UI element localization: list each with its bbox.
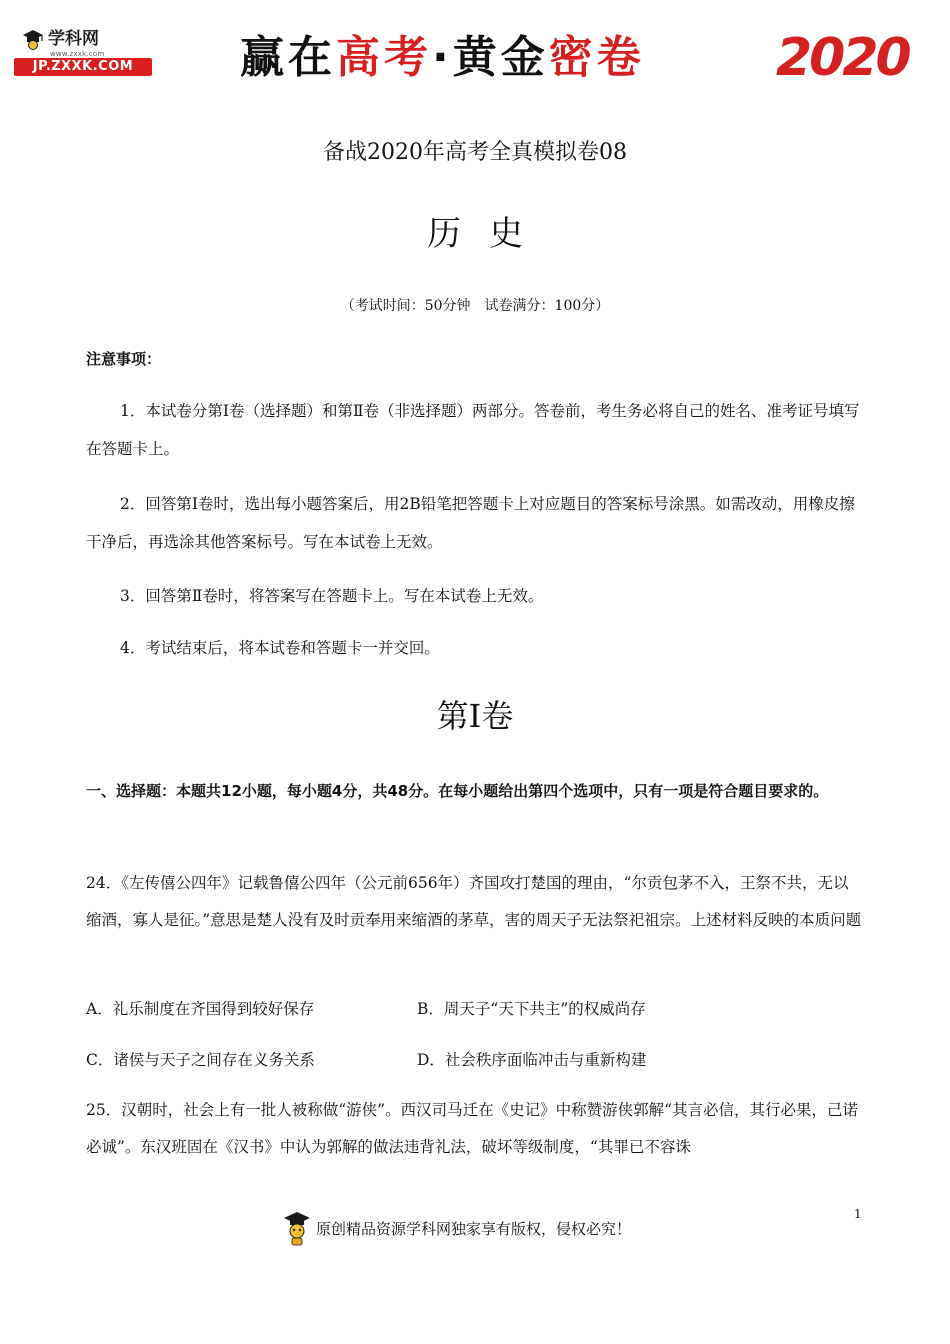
banner-part-1: 赢在: [240, 32, 336, 83]
mascot-icon: [282, 1209, 312, 1247]
footer-copyright: [282, 1208, 631, 1248]
option-d[interactable]: D．社会秩序面临冲击与重新构建: [417, 1051, 647, 1069]
logo-url: JP.ZXXK.COM: [14, 58, 152, 76]
banner-part-4: 密卷: [548, 32, 645, 83]
option-a[interactable]: A．礼乐制度在齐国得到较好保存: [86, 1000, 315, 1018]
note-item-3: 3．回答第Ⅱ卷时，将答案写在答题卡上。写在本试卷上无效。: [120, 587, 544, 605]
note-item-4: 4．考试结束后，将本试卷和答题卡一并交回。: [120, 639, 440, 657]
option-c[interactable]: C．诸侯与天子之间存在义务关系: [86, 1051, 315, 1069]
notes-heading: 注意事项：: [86, 350, 162, 368]
subject-title: 历史: [427, 214, 551, 254]
copyright-text: 原创精品资源学科网独家享有版权，侵权必究！: [316, 1219, 632, 1238]
question-24-text: 24．《左传僖公四年》记载鲁僖公四年（公元前656年）齐国攻打楚国的理由，“尔贡包茅不入，王祭不共，无以缩酒，寡人是征。”意思是楚人没有及时贡奉用来缩酒的茅草，害的周天子无法祭祀祖宗。上述材料反映的本质问题: [86, 874, 862, 929]
banner-title: [240, 28, 720, 88]
site-logo[interactable]: [14, 20, 154, 80]
question-25-text: 25．汉朝时，社会上有一批人被称做“游侠”。西汉司马迁在《史记》中称赞游侠郭解“其言必信，其行必果，己诺必诚”。东汉班固在《汉书》中认为郭解的做法违背礼法，破坏等级制度，“其罪已不容诛: [86, 1101, 858, 1156]
banner-part-2: 高考: [336, 32, 432, 83]
question-24-options-row-1: [86, 994, 862, 1024]
section-intro: 一、选择题：本题共12小题，每小题4分，共48分。在每小题给出第四个选项中，只有一项是符合题目要求的。: [86, 782, 829, 800]
page-number: 1: [854, 1207, 862, 1221]
exam-info: （考试时间：50分钟 试卷满分：100分）: [340, 298, 610, 314]
option-b[interactable]: B．周天子“天下共主”的权威尚存: [417, 1000, 646, 1018]
exam-subtitle: 备战2020年高考全真模拟卷08: [323, 140, 627, 165]
question-24-options-row-2: [86, 1045, 862, 1075]
section-title: 第Ⅰ卷: [436, 697, 514, 735]
note-item-2: 2．回答第Ⅰ卷时，选出每小题答案后，用2B铅笔把答题卡上对应题目的答案标号涂黑。如需改动，用橡皮擦干净后，再选涂其他答案标号。写在本试卷上无效。: [86, 495, 855, 551]
note-item-1: 1．本试卷分第Ⅰ卷（选择题）和第Ⅱ卷（非选择题）两部分。答卷前，考生务必将自己的姓名、准考证号填写在答题卡上。: [86, 402, 860, 458]
year-badge: 2020: [776, 28, 909, 88]
logo-subtext: www.zxxk.com: [50, 50, 105, 58]
logo-name: 学科网: [48, 29, 99, 49]
graduate-cap-icon: [22, 28, 44, 50]
banner-part-3: ·黄金: [432, 32, 549, 83]
